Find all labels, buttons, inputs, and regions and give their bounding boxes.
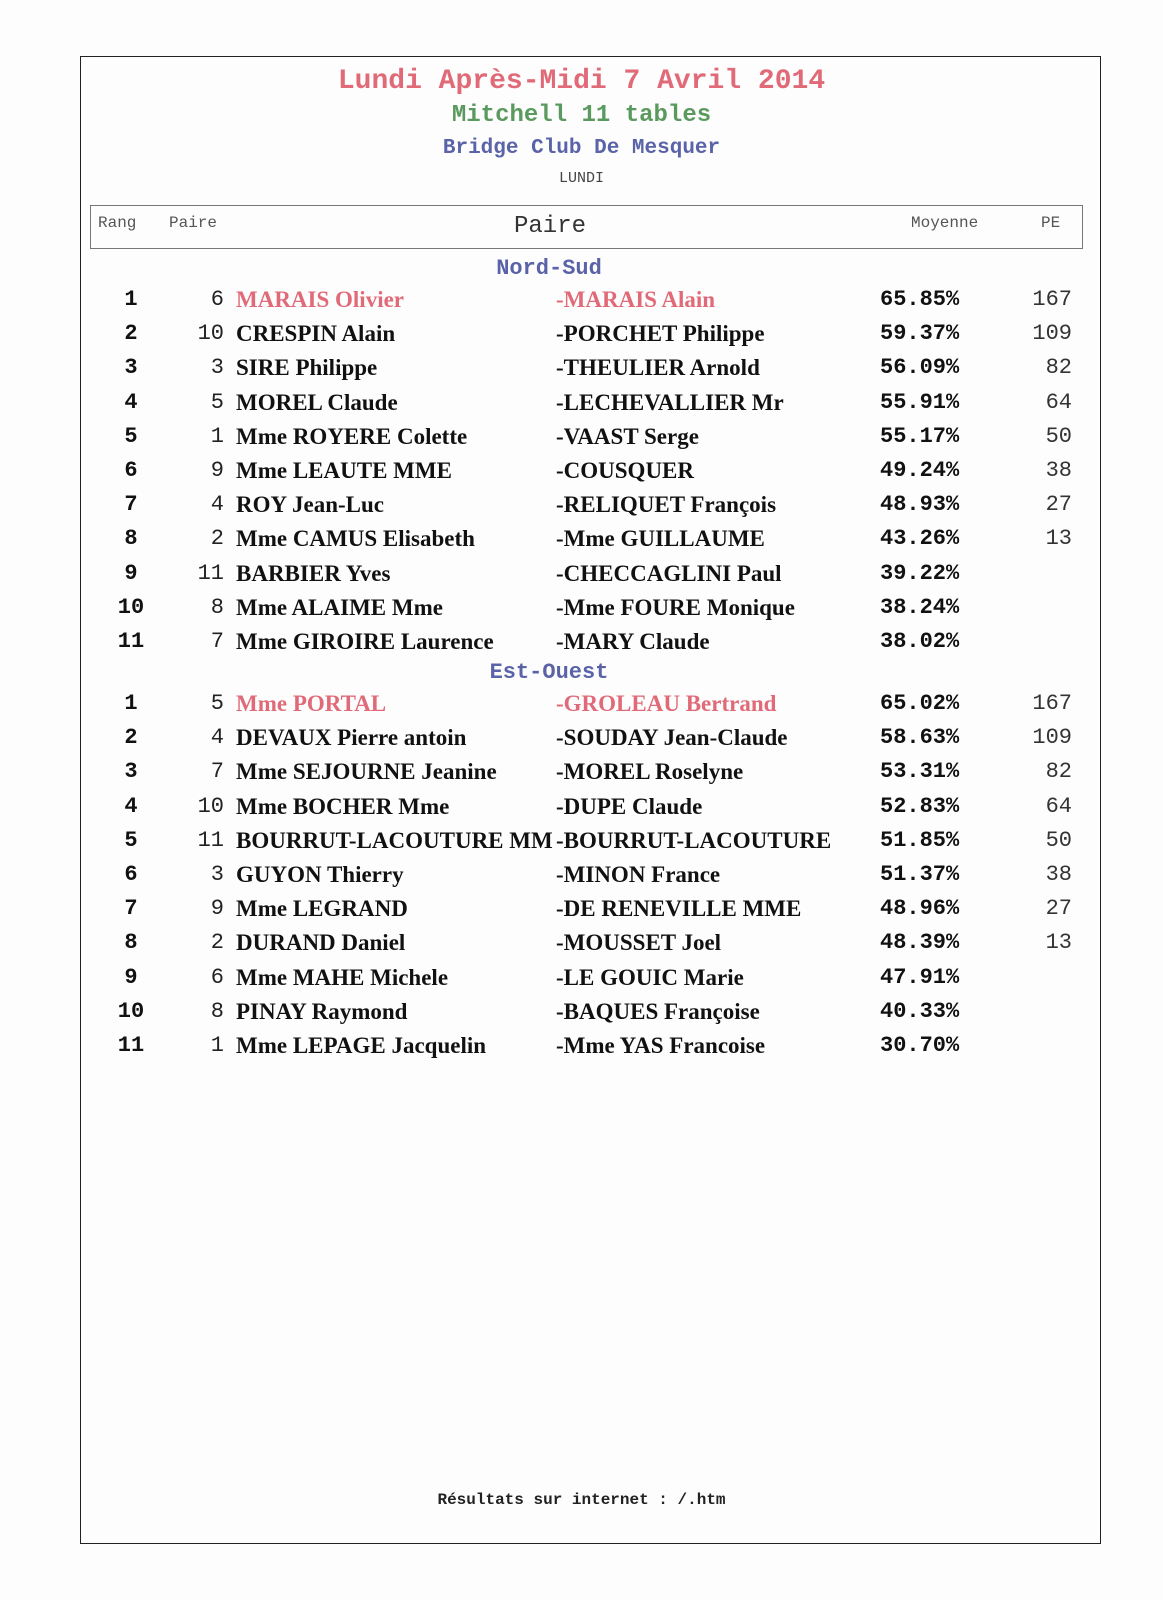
player-1-cell: PINAY Raymond [236, 998, 408, 1024]
table-row [0, 794, 1163, 828]
column-header-bar [90, 205, 1083, 249]
average-cell: 49.24% [880, 458, 960, 483]
pair-number-cell: 1 [210, 1033, 224, 1058]
player-2-cell: -SOUDAY Jean-Claude [556, 725, 788, 751]
player-2-cell: -COUSQUER [556, 458, 695, 483]
pe-cell: 64 [1045, 793, 1072, 819]
average-cell: 55.17% [880, 423, 960, 449]
column-header-rang: Rang [98, 214, 137, 232]
player-1-cell: BARBIER Yves [236, 560, 391, 586]
pe-cell: 109 [1032, 725, 1072, 751]
table-row [0, 492, 1163, 526]
player-2-cell: -LECHEVALLIER Mr [556, 389, 784, 415]
average-cell: 38.24% [880, 594, 960, 620]
pair-number-cell: 8 [210, 594, 224, 620]
average-cell: 51.37% [880, 862, 960, 887]
player-1-cell: MARAIS Olivier [236, 287, 405, 312]
column-header-moyenne: Moyenne [911, 214, 979, 232]
player-1-cell: DURAND Daniel [236, 930, 406, 956]
average-cell: 65.85% [880, 287, 960, 312]
pair-number-cell: 5 [210, 691, 224, 716]
player-2-cell: -MARAIS Alain [556, 287, 716, 312]
table-row [0, 759, 1163, 793]
player-2-cell: -Mme FOURE Monique [556, 594, 795, 620]
pe-cell: 167 [1032, 691, 1072, 716]
player-2-cell: -PORCHET Philippe [556, 321, 765, 347]
player-2-cell: -MOUSSET Joel [556, 930, 722, 956]
column-header-paire-names: Paire [514, 213, 587, 240]
column-header-pe: PE [1041, 214, 1061, 232]
rank-cell: 8 [124, 526, 138, 552]
player-1-cell: Mme PORTAL [236, 691, 387, 716]
pair-number-cell: 3 [210, 355, 224, 381]
average-cell: 48.96% [880, 896, 960, 922]
average-cell: 43.26% [880, 526, 960, 552]
rank-cell: 1 [124, 287, 138, 312]
table-row [0, 999, 1163, 1033]
rank-cell: 4 [124, 389, 138, 415]
table-row [0, 828, 1163, 862]
pe-cell: 38 [1045, 458, 1072, 483]
player-1-cell: Mme ROYERE Colette [236, 423, 468, 449]
player-1-cell: GUYON Thierry [236, 862, 404, 887]
table-row [0, 287, 1163, 321]
pair-number-cell: 9 [210, 896, 224, 922]
table-row [0, 629, 1163, 663]
rank-cell: 7 [124, 492, 138, 518]
player-1-cell: Mme MAHE Michele [236, 964, 449, 990]
average-cell: 39.22% [880, 560, 960, 586]
average-cell: 52.83% [880, 793, 960, 819]
rank-cell: 11 [117, 1033, 145, 1058]
pair-number-cell: 10 [197, 321, 224, 347]
pe-cell: 38 [1045, 862, 1072, 887]
club-name: Bridge Club De Mesquer [442, 137, 721, 160]
table-row [0, 930, 1163, 964]
average-cell: 58.63% [880, 725, 960, 751]
rank-cell: 1 [124, 691, 138, 716]
rank-cell: 9 [124, 560, 138, 586]
footer-note: Résultats sur internet : /.htm [437, 1491, 726, 1509]
pair-number-cell: 4 [210, 725, 224, 751]
rank-cell: 9 [124, 964, 138, 990]
rank-cell: 4 [124, 793, 138, 819]
pair-number-cell: 1 [210, 423, 224, 449]
table-row [0, 390, 1163, 424]
page-title: Lundi Après-Midi 7 Avril 2014 [337, 66, 826, 97]
average-cell: 48.39% [880, 930, 960, 956]
pair-number-cell: 2 [210, 930, 224, 956]
rank-cell: 2 [124, 725, 138, 751]
average-cell: 48.93% [880, 492, 960, 518]
pe-cell: 27 [1045, 896, 1072, 922]
table-row [0, 355, 1163, 389]
player-2-cell: -MOREL Roselyne [556, 759, 744, 785]
rank-cell: 3 [124, 759, 138, 785]
table-row [0, 321, 1163, 355]
player-1-cell: Mme ALAIME Mme [236, 594, 443, 620]
pe-cell: 50 [1045, 423, 1072, 449]
player-2-cell: -VAAST Serge [556, 423, 699, 449]
pair-number-cell: 8 [210, 998, 224, 1024]
pe-cell: 50 [1045, 827, 1072, 853]
section-title: Est-Ouest [489, 660, 609, 685]
player-1-cell: Mme BOCHER Mme [236, 793, 450, 819]
pair-number-cell: 3 [210, 862, 224, 887]
pe-cell: 82 [1045, 355, 1072, 381]
player-1-cell: CRESPIN Alain [236, 321, 396, 347]
average-cell: 38.02% [880, 629, 960, 654]
player-2-cell: -MARY Claude [556, 629, 710, 654]
pe-cell: 109 [1032, 321, 1072, 347]
player-1-cell: Mme CAMUS Elisabeth [236, 526, 475, 552]
pair-number-cell: 7 [210, 759, 224, 785]
section-title: Nord-Sud [496, 256, 602, 281]
column-header-paire-number: Paire [169, 214, 218, 232]
player-1-cell: Mme LEGRAND [236, 896, 408, 922]
pair-number-cell: 6 [210, 964, 224, 990]
player-1-cell: Mme LEPAGE Jacquelin [236, 1033, 487, 1058]
player-2-cell: -CHECCAGLINI Paul [556, 560, 782, 586]
player-1-cell: BOURRUT-LACOUTURE MM [236, 827, 553, 853]
player-2-cell: -Mme YAS Francoise [556, 1033, 766, 1058]
player-1-cell: Mme LEAUTE MME [236, 458, 452, 483]
rank-cell: 5 [124, 827, 138, 853]
player-2-cell: -Mme GUILLAUME [556, 526, 765, 552]
table-row [0, 595, 1163, 629]
table-row [0, 896, 1163, 930]
pair-number-cell: 6 [210, 287, 224, 312]
player-2-cell: -GROLEAU Bertrand [556, 691, 777, 716]
player-2-cell: -DUPE Claude [556, 793, 703, 819]
pair-number-cell: 9 [210, 458, 224, 483]
table-row [0, 561, 1163, 595]
session-label: LUNDI [558, 170, 604, 187]
pair-number-cell: 11 [197, 560, 224, 586]
player-2-cell: -BOURRUT-LACOUTURE [556, 827, 832, 853]
rank-cell: 5 [124, 423, 138, 449]
table-row [0, 862, 1163, 896]
rank-cell: 8 [124, 930, 138, 956]
pair-number-cell: 4 [210, 492, 224, 518]
table-row [0, 1033, 1163, 1067]
event-subtitle: Mitchell 11 tables [451, 102, 712, 129]
average-cell: 56.09% [880, 355, 960, 381]
pair-number-cell: 11 [197, 827, 224, 853]
player-2-cell: -DE RENEVILLE MME [556, 896, 802, 922]
pe-cell: 64 [1045, 389, 1072, 415]
pair-number-cell: 2 [210, 526, 224, 552]
player-1-cell: MOREL Claude [236, 389, 398, 415]
player-1-cell: DEVAUX Pierre antoin [236, 725, 467, 751]
pe-cell: 82 [1045, 759, 1072, 785]
pair-number-cell: 7 [210, 629, 224, 654]
rank-cell: 10 [117, 594, 145, 620]
player-2-cell: -RELIQUET François [556, 492, 777, 518]
player-2-cell: -THEULIER Arnold [556, 355, 760, 381]
pe-cell: 13 [1045, 930, 1072, 956]
table-row [0, 725, 1163, 759]
average-cell: 65.02% [880, 691, 960, 716]
player-2-cell: -BAQUES Françoise [556, 998, 760, 1024]
player-2-cell: -MINON France [556, 862, 721, 887]
rank-cell: 6 [124, 458, 138, 483]
rank-cell: 2 [124, 321, 138, 347]
average-cell: 30.70% [880, 1033, 960, 1058]
rank-cell: 7 [124, 896, 138, 922]
rank-cell: 3 [124, 355, 138, 381]
table-row [0, 691, 1163, 725]
average-cell: 47.91% [880, 964, 960, 990]
table-row [0, 424, 1163, 458]
pair-number-cell: 5 [210, 389, 224, 415]
player-1-cell: ROY Jean-Luc [236, 492, 385, 518]
player-2-cell: -LE GOUIC Marie [556, 964, 744, 990]
table-row [0, 526, 1163, 560]
player-1-cell: Mme SEJOURNE Jeanine [236, 759, 497, 785]
pair-number-cell: 10 [197, 793, 224, 819]
rank-cell: 10 [117, 998, 145, 1024]
player-1-cell: Mme GIROIRE Laurence [236, 629, 494, 654]
player-1-cell: SIRE Philippe [236, 355, 378, 381]
pe-cell: 167 [1032, 287, 1072, 312]
table-row [0, 965, 1163, 999]
average-cell: 51.85% [880, 827, 960, 853]
average-cell: 59.37% [880, 321, 960, 347]
average-cell: 53.31% [880, 759, 960, 785]
table-row [0, 458, 1163, 492]
pe-cell: 27 [1045, 492, 1072, 518]
rank-cell: 11 [117, 629, 145, 654]
rank-cell: 6 [124, 862, 138, 887]
pe-cell: 13 [1045, 526, 1072, 552]
average-cell: 55.91% [880, 389, 960, 415]
average-cell: 40.33% [880, 998, 960, 1024]
